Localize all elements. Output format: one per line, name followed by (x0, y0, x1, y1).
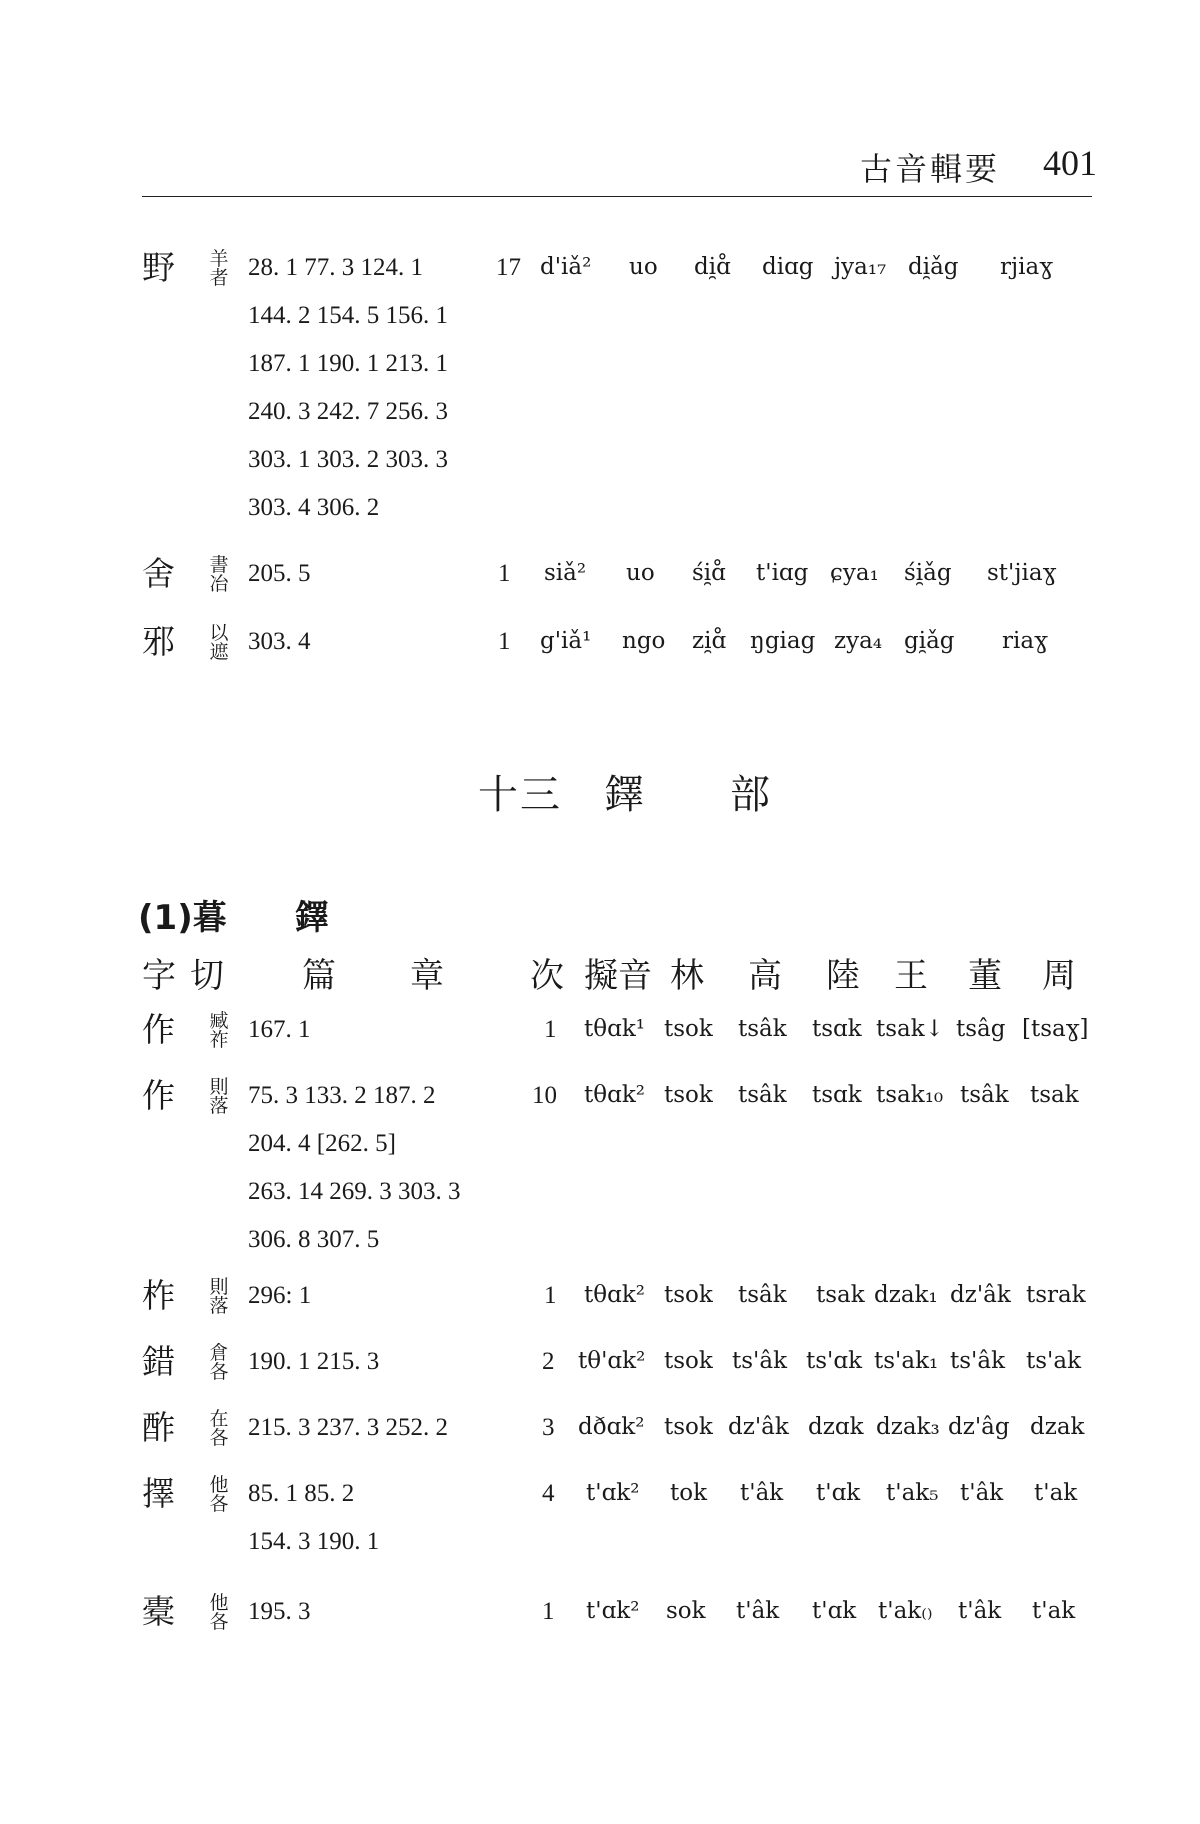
reading-zhou: st'jiaɣ (987, 560, 1057, 586)
entry-row (0, 1590, 1200, 1634)
ref-line: 303. 1 303. 2 303. 3 (248, 446, 448, 473)
fanqie-spelling: 他各 (209, 1592, 229, 1633)
reading-wang: ɕya₁ (830, 560, 879, 586)
reading-reconstructed: tθɑk² (584, 1082, 645, 1108)
reading-gao: śi̯ɑ̊ (692, 560, 726, 586)
entry-character: 擇 (142, 1474, 175, 1513)
reading-wang: t'ak₍₎ (878, 1598, 933, 1624)
reading-zhou: t'ak (1034, 1480, 1078, 1506)
fanqie-spelling: 他各 (209, 1474, 229, 1515)
ref-line: 303. 4 (248, 628, 311, 655)
ref-line: 306. 8 307. 5 (248, 1226, 380, 1253)
occurrence-count: 17 (496, 254, 521, 281)
reading-lin: uo (629, 254, 658, 280)
reading-wang: jya₁₇ (834, 254, 887, 280)
entry-character: 舍 (142, 554, 175, 593)
reading-wang: tsak↓ (876, 1016, 944, 1042)
reading-reconstructed: tθ'ɑk² (578, 1348, 646, 1374)
entry-character: 野 (142, 248, 175, 287)
reading-reconstructed: dðɑk² (578, 1414, 645, 1440)
ref-line: 75. 3 133. 2 187. 2 (248, 1082, 436, 1109)
reading-zhou: tsak (1030, 1082, 1079, 1108)
occurrence-count: 1 (544, 1282, 557, 1309)
reading-zhou: riaɣ (1002, 628, 1048, 654)
entry-character: 錯 (142, 1342, 175, 1381)
occurrence-count: 10 (532, 1082, 557, 1109)
reading-lu: ŋgiag (750, 628, 816, 654)
reading-gao: tsâk (738, 1016, 787, 1042)
occurrence-count: 1 (544, 1016, 557, 1043)
header-rule (142, 196, 1092, 197)
reading-lu: t'iɑg (756, 560, 809, 586)
reading-zhou: tsrak (1026, 1282, 1086, 1308)
occurrence-count: 2 (542, 1348, 555, 1375)
reading-lin: tsok (664, 1282, 713, 1308)
ref-line: 187. 1 190. 1 213. 1 (248, 350, 448, 377)
fanqie-spelling: 在各 (209, 1408, 229, 1449)
occurrence-count: 4 (542, 1480, 555, 1507)
fanqie-spelling: 羊者 (209, 248, 229, 289)
page-number: 401 (1043, 143, 1097, 183)
running-title: 古音輯要 (860, 150, 1001, 188)
reading-zhou: dzak (1030, 1414, 1085, 1440)
column-header: 陸 (826, 956, 860, 996)
reading-lin: tsok (664, 1082, 713, 1108)
ref-line: 215. 3 237. 3 252. 2 (248, 1414, 448, 1441)
reading-zhou: t'ak (1032, 1598, 1076, 1624)
reading-zhou: rjiaɣ (1000, 254, 1053, 280)
reading-lin: uo (626, 560, 655, 586)
entry-character: 作 (142, 1010, 175, 1049)
reading-lu: tsɑk (812, 1082, 862, 1108)
reading-wang: tsak₁₀ (876, 1082, 944, 1108)
reading-gao: tsâk (738, 1282, 787, 1308)
reading-reconstructed: g'iǎ¹ (540, 628, 592, 654)
ref-line: 296: 1 (248, 1282, 312, 1309)
column-header: 篇 (302, 956, 336, 996)
reading-dong: dz'âk (950, 1282, 1011, 1308)
occurrence-count: 3 (542, 1414, 555, 1441)
reading-reconstructed: tθɑk¹ (584, 1016, 645, 1042)
reading-lu: tsak (816, 1282, 865, 1308)
entry-row (0, 1340, 1200, 1384)
column-header: 章 (410, 956, 444, 996)
ref-line: 204. 4 [262. 5] (248, 1130, 396, 1157)
ref-line: 205. 5 (248, 560, 311, 587)
reading-gao: di̯ɑ̊ (694, 254, 731, 280)
column-header: 次 (530, 956, 564, 996)
column-header: 林 (670, 956, 704, 996)
fanqie-spelling: 書冶 (209, 554, 229, 595)
reading-lu: tsɑk (812, 1016, 862, 1042)
fanqie-spelling: 倉各 (209, 1342, 229, 1383)
reading-dong: t'âk (958, 1598, 1002, 1624)
reading-reconstructed: siǎ² (544, 560, 587, 586)
ref-line: 240. 3 242. 7 256. 3 (248, 398, 448, 425)
reading-lin: tsok (664, 1414, 713, 1440)
occurrence-count: 1 (498, 560, 511, 587)
column-header: 字 (142, 956, 176, 996)
column-header: 王 (894, 956, 928, 996)
ref-line: 28. 1 77. 3 124. 1 (248, 254, 423, 281)
reading-wang: t'ak₅ (886, 1480, 939, 1506)
entry-row (0, 620, 1200, 664)
occurrence-count: 1 (498, 628, 511, 655)
reading-dong: t'âk (960, 1480, 1004, 1506)
entry-row (0, 1472, 1200, 1516)
reading-reconstructed: t'ɑk² (586, 1598, 640, 1624)
reading-wang: zya₄ (834, 628, 883, 654)
reading-dong: dz'âg (948, 1414, 1010, 1440)
ref-line: 195. 3 (248, 1598, 311, 1625)
reading-lu: diɑg (762, 254, 814, 280)
fanqie-spelling: 則落 (209, 1076, 229, 1117)
reading-lin: sok (666, 1598, 706, 1624)
reading-dong: śi̯ǎg (904, 560, 952, 586)
ref-line: 190. 1 215. 3 (248, 1348, 380, 1375)
reading-dong: gi̯ǎg (904, 628, 955, 654)
reading-gao: ts'âk (732, 1348, 788, 1374)
fanqie-spelling: 以遮 (209, 622, 229, 663)
entry-character: 柞 (142, 1276, 175, 1315)
reading-reconstructed: d'iǎ² (540, 254, 592, 280)
ref-line: 263. 14 269. 3 303. 3 (248, 1178, 461, 1205)
reading-wang: ts'ak₁ (874, 1348, 939, 1374)
ref-line: 303. 4 306. 2 (248, 494, 380, 521)
fanqie-spelling: 臧祚 (209, 1010, 229, 1051)
column-header: 切 (190, 956, 224, 996)
reading-dong: tsâk (960, 1082, 1009, 1108)
reading-lu: t'ɑk (812, 1598, 857, 1624)
entry-row (0, 552, 1200, 596)
reading-wang: dzak₃ (876, 1414, 940, 1440)
reading-reconstructed: tθɑk² (584, 1282, 645, 1308)
ref-line: 85. 1 85. 2 (248, 1480, 355, 1507)
entry-row (0, 246, 1200, 290)
entry-character: 作 (142, 1076, 175, 1115)
reading-gao: t'âk (736, 1598, 780, 1624)
column-header: 擬音 (584, 956, 652, 996)
reading-reconstructed: t'ɑk² (586, 1480, 640, 1506)
reading-dong: ts'âk (950, 1348, 1006, 1374)
ref-line: 144. 2 154. 5 156. 1 (248, 302, 448, 329)
reading-lin: ngo (622, 628, 666, 654)
entry-row (0, 1274, 1200, 1318)
reading-lu: t'ɑk (816, 1480, 861, 1506)
entry-row (0, 1074, 1200, 1118)
entry-character: 邪 (142, 622, 175, 661)
reading-zhou: [tsaɣ] (1022, 1016, 1089, 1042)
reading-wang: dzak₁ (874, 1282, 938, 1308)
reading-gao: dz'âk (728, 1414, 789, 1440)
reading-gao: zi̯ɑ̊ (692, 628, 727, 654)
ref-line: 167. 1 (248, 1016, 311, 1043)
entry-row (0, 1008, 1200, 1052)
subsection-title: (1)暮 鐸 (138, 898, 329, 938)
reading-lin: tsok (664, 1016, 713, 1042)
entry-character: 橐 (142, 1592, 175, 1631)
reading-lu: ts'ɑk (806, 1348, 863, 1374)
reading-lu: dzɑk (808, 1414, 864, 1440)
entry-character: 酢 (142, 1408, 175, 1447)
entry-row (0, 1406, 1200, 1450)
column-header: 董 (968, 956, 1002, 996)
ref-line: 154. 3 190. 1 (248, 1528, 380, 1555)
reading-gao: tsâk (738, 1082, 787, 1108)
column-header: 周 (1042, 956, 1076, 996)
fanqie-spelling: 則落 (209, 1276, 229, 1317)
reading-lin: tok (670, 1480, 708, 1506)
section-title: 十三 鐸 部 (478, 772, 772, 818)
reading-dong: di̯ǎg (908, 254, 959, 280)
reading-lin: tsok (664, 1348, 713, 1374)
reading-zhou: ts'ak (1026, 1348, 1082, 1374)
column-header: 高 (748, 956, 782, 996)
reading-gao: t'âk (740, 1480, 784, 1506)
occurrence-count: 1 (542, 1598, 555, 1625)
reading-dong: tsâg (956, 1016, 1006, 1042)
